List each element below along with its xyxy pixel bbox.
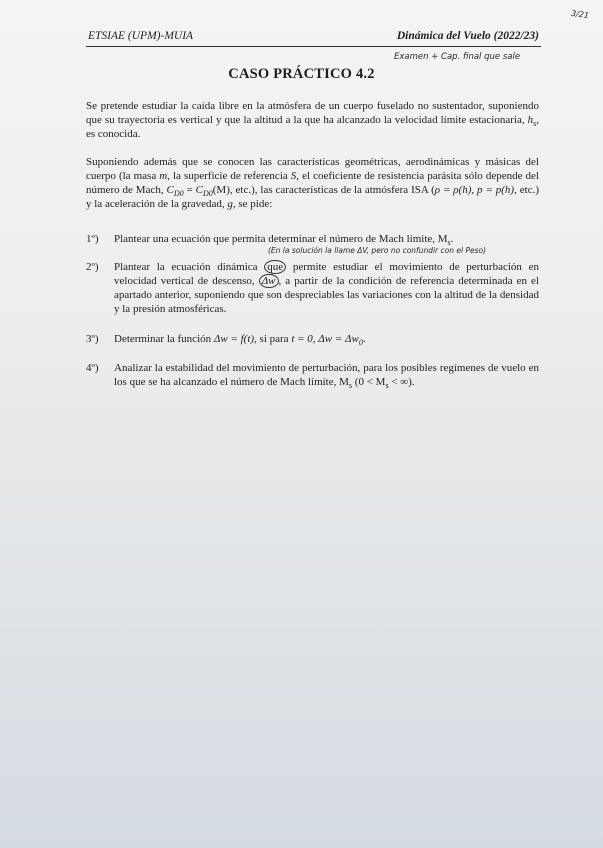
var-surface: S: [290, 170, 297, 182]
header-institution: ETSIAE (UPM)-MUIA: [88, 30, 194, 42]
page-title: CASO PRÁCTICO 4.2: [228, 66, 375, 82]
assumptions-text-4: (M), etc.), las características de la atmósfera ISA (: [212, 184, 435, 196]
question-2-text-a: Plantear la ecuación dinámica: [114, 261, 265, 273]
question-3-text-b: , si para: [254, 333, 292, 345]
question-2: [86, 260, 539, 316]
question-3-text-a: Determinar la función: [114, 333, 214, 345]
question-3-condition-sub: 0: [358, 338, 363, 348]
question-1-text: [114, 232, 539, 246]
question-3-condition: t = 0, Δw = Δw: [291, 333, 359, 345]
assumptions-text-6: , se pide:: [232, 198, 273, 210]
var-cd: C: [166, 184, 174, 196]
question-2-circled-word: que: [264, 260, 286, 274]
question-1-number: 1º): [86, 233, 99, 245]
handwritten-corner-note: 3/21: [570, 8, 590, 21]
question-3-function: Δw = f(t): [213, 333, 255, 345]
intro-paragraph: [86, 99, 539, 141]
question-1: [86, 232, 539, 246]
handwritten-item2-note: (En la solución la llame ΔV, pero no confundir con el Peso): [268, 246, 487, 255]
intro-text-end: , es conocida.: [86, 114, 539, 140]
question-3-number: 3º): [86, 333, 99, 345]
question-3-end: .: [362, 333, 366, 345]
question-4-text-c: < ∞).: [388, 376, 415, 388]
intro-text: Se pretende estudiar la caída libre en la atmósfera de un cuerpo fuselado no sustentador, suponiendo que su trayectoria es vertical y que la altitud a la que ha alcanzado la velocidad límite estacionaria,: [86, 100, 539, 126]
var-cd-2: C: [195, 184, 203, 196]
assumptions-text-1: Suponiendo además que se conocen las características geométricas, aerodinámicas y másicas del cuerpo (la masa: [86, 156, 539, 182]
handwritten-header-note: Examen + Cap. final que sale: [394, 52, 521, 62]
question-1-end: .: [450, 233, 454, 245]
header-divider: [86, 46, 541, 47]
question-2-text-b: permite estudiar el movimiento de perturbación en velocidad vertical de descenso,: [114, 261, 539, 287]
question-3: [86, 332, 539, 346]
intro-var-h: h: [527, 114, 534, 126]
question-4-text-b: (0 < M: [352, 376, 386, 388]
var-mass: m: [159, 170, 168, 182]
assumptions-text-5: , etc.) y la aceleración de la gravedad,: [86, 184, 539, 210]
question-4-sub: s: [348, 381, 353, 391]
question-2-text: [114, 260, 539, 316]
question-3-text: [114, 332, 539, 346]
assumptions-paragraph: [86, 155, 539, 211]
question-2-text-c: , a partir de la condición de referencia determinada en el apartado anterior, suponiendo que son despreciables las variaciones con la altitud de la densidad y la presión atmosféricas.: [114, 275, 539, 315]
question-4-text-a: Analizar la estabilidad del movimiento de perturbación, para los posibles regímenes de vuelo en los que se ha alcanzado el número de Mach límite, M: [114, 362, 539, 388]
question-4-number: 4º): [86, 362, 99, 374]
question-4-sub-2: s: [385, 381, 389, 391]
atmosphere-functions: ρ = ρ(h), p = p(h): [434, 184, 515, 196]
var-cd-sub: D0: [173, 189, 184, 199]
intro-var-h-sub: s: [533, 119, 537, 129]
question-1-text-main: Plantear una ecuación que permita determinar el número de Mach límite, M: [114, 233, 448, 245]
var-cd-2-sub: D0: [202, 189, 213, 199]
assumptions-text-2: , la superficie de referencia: [167, 170, 291, 182]
question-2-number: 2º): [86, 261, 99, 273]
equals-sign: =: [183, 184, 196, 196]
header-course: Dinámica del Vuelo (2022/23): [396, 30, 539, 42]
assumptions-text-3: , el coeficiente de resistencia parásita sólo depende del número de Mach,: [86, 170, 539, 196]
question-4-text: [114, 361, 539, 389]
question-2-circled-dw: Δw: [259, 274, 279, 288]
question-1-sub: s: [447, 238, 451, 248]
var-gravity: g: [227, 198, 233, 210]
question-4: [86, 361, 539, 389]
